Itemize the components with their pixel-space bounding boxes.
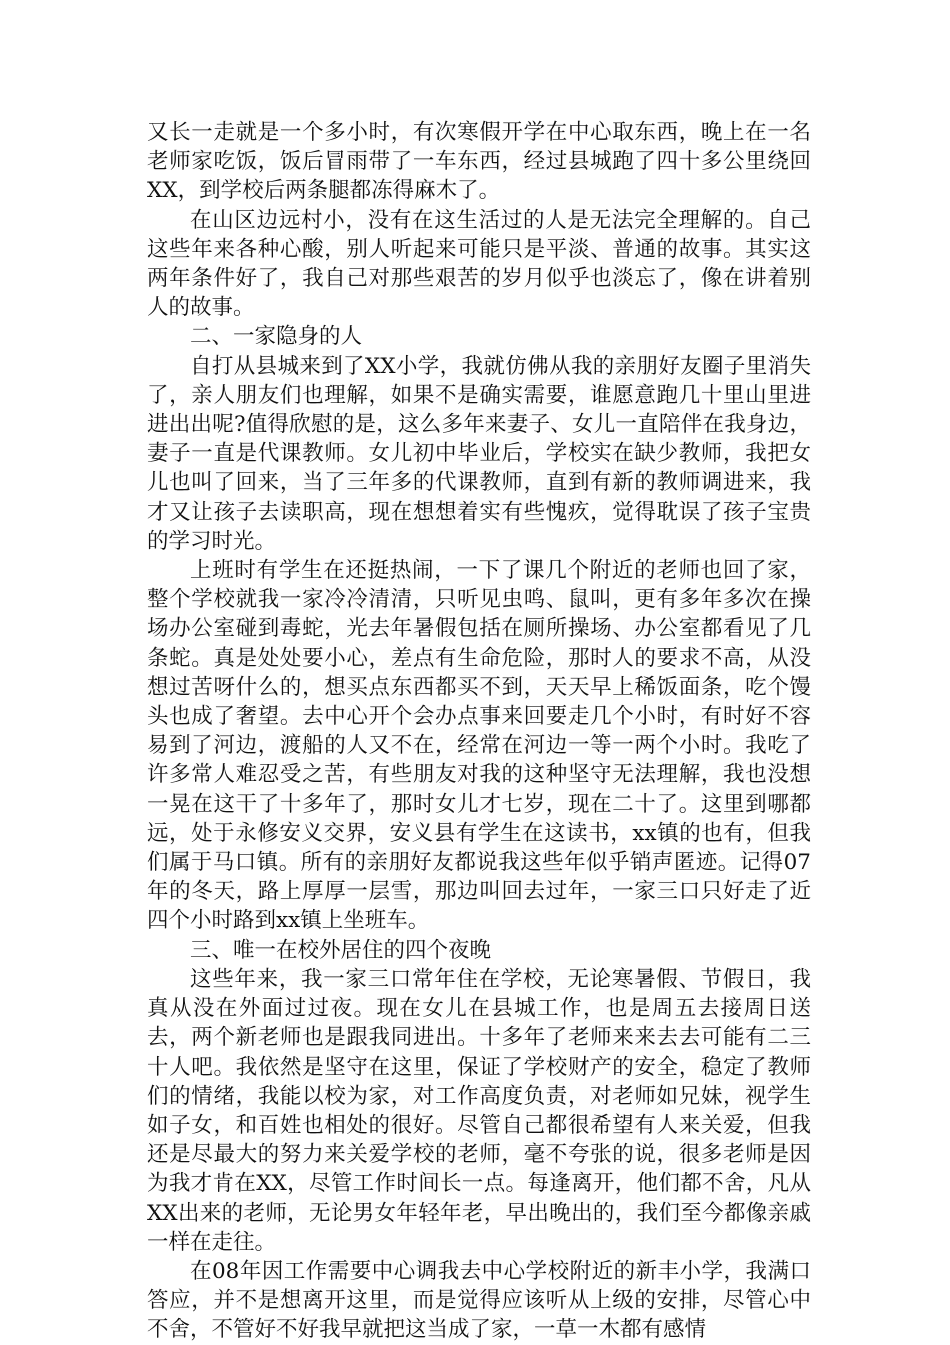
paragraph: 自打从县城来到了XX小学，我就仿佛从我的亲朋好友圈子里消失了，亲人朋友们也理解，如果不是确实需要，谁愿意跑几十里山里进进出出呢?值得欣慰的是，这么多年来妻子、女儿一直陪伴在我身边，妻子一直是代课教师。女儿初中毕业后，学校实在缺少教师，我把女儿也叫了回来，当了三年多的代课教师，直到有新的教师调进来，我才又让孩子去读职高，现在想想着实有些愧疚，觉得耽误了孩子宝贵的学习时光。	[147, 353, 811, 554]
paragraph: 在山区边远村小，没有在这生活过的人是无法完全理解的。自己这些年来各种心酸，别人听起来可能只是平淡、普通的故事。其实这两年条件好了，我自己对那些艰苦的岁月似乎也淡忘了，像在讲着别人的故事。	[147, 207, 811, 321]
section-heading: 三、唯一在校外居住的四个夜晚	[190, 937, 492, 963]
document-page	[147, 118, 811, 1345]
paragraph-continued: 又长一走就是一个多小时，有次寒假开学在中心取东西，晚上在一名老师家吃饭，饭后冒雨带了一车东西，经过县城跑了四十多公里绕回XX，到学校后两条腿都冻得麻木了。	[147, 120, 811, 204]
section-heading: 二、一家隐身的人	[190, 324, 363, 350]
paragraph: 上班时有学生在还挺热闹，一下了课几个附近的老师也回了家，整个学校就我一家冷冷清清，只听见虫鸣、鼠叫，更有多年多次在操场办公室碰到毒蛇，光去年暑假包括在厕所操场、办公室都看见了几条蛇。真是处处要小心，差点有生命危险，那时人的要求不高，从没想过苦呀什么的，想买点东西都买不到，天天早上稀饭面条，吃个馒头也成了奢望。去中心开个会办点事来回要走几个小时，有时好不容易到了河边，渡船的人又不在，经常在河边一等一两个小时。我吃了许多常人难忍受之苦，有些朋友对我的这种坚守无法理解，我也没想一晃在这干了十多年了，那时女儿才七岁，现在二十了。这里到哪都远，处于永修安义交界，安义县有学生在这读书，xx镇的也有，但我们属于马口镇。所有的亲朋好友都说我这些年似乎销声匿迹。记得07年的冬天，路上厚厚一层雪，那边叫回去过年，一家三口只好走了近四个小时路到xx镇上坐班车。	[147, 558, 811, 934]
paragraph: 这些年来，我一家三口常年住在学校，无论寒暑假、节假日，我真从没在外面过过夜。现在女儿在县城工作，也是周五去接周日送去，两个新老师也是跟我同进出。十多年了老师来来去去可能有二三十人吧。我依然是坚守在这里，保证了学校财产的安全，稳定了教师们的情绪，我能以校为家，对工作高度负责，对老师如兄妹，视学生如子女，和百姓也相处的很好。尽管自己都很希望有人来关爱，但我还是尽最大的努力来关爱学校的老师，毫不夸张的说，很多老师是因为我才肯在XX，尽管工作时间长一点。每逢离开，他们都不舍，凡从XX出来的老师，无论男女年轻年老，早出晚出的，我们至今都像亲戚一样在走往。	[147, 966, 811, 1255]
paragraph: 在08年因工作需要中心调我去中心学校附近的新丰小学，我满口答应，并不是想离开这里，而是觉得应该听从上级的安排，尽管心中不舍，不管好不好我早就把这当成了家，一草一木都有感情	[147, 1258, 811, 1343]
